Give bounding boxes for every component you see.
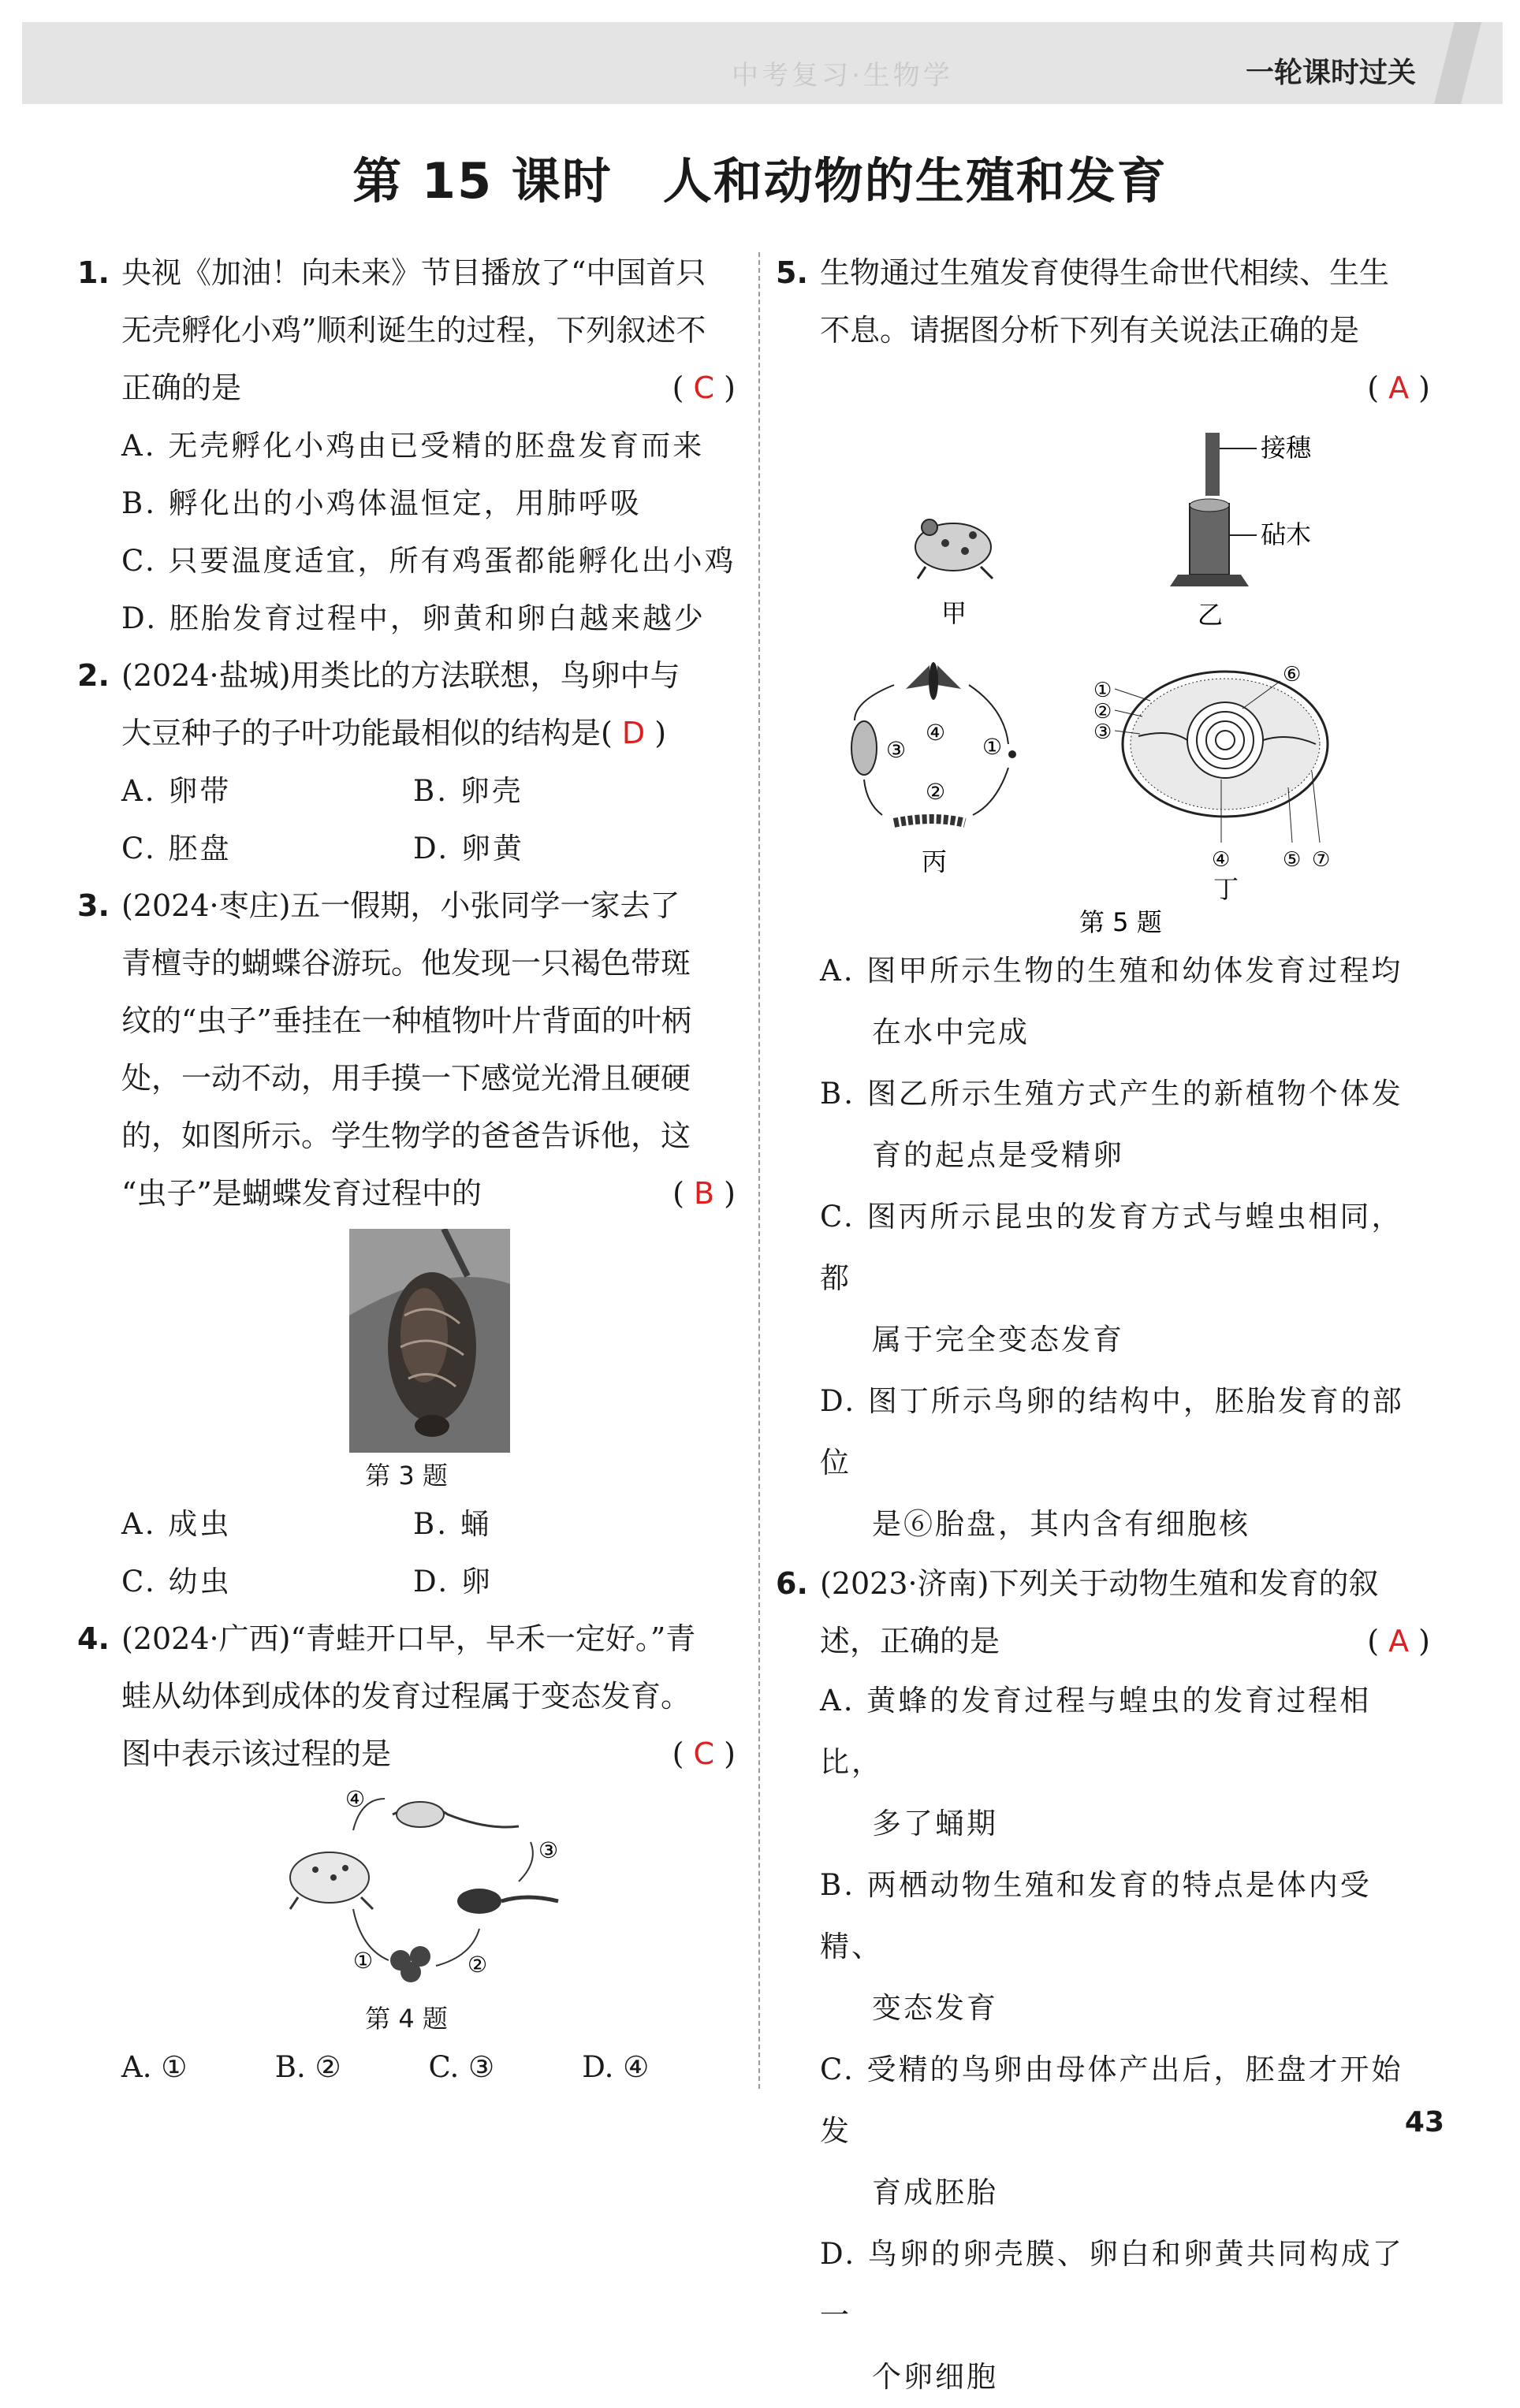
figure-label: ③ (538, 1837, 559, 1863)
option-b: B. 孵化出的小鸡体温恒定，用肺呼吸 (121, 486, 642, 520)
question-text: 纹的“虫子”垂挂在一种植物叶片背面的叶柄 (121, 1003, 691, 1038)
option-text: 个卵细胞 (872, 2360, 998, 2394)
option-text: C. 图丙所示昆虫的发育方式与蝗虫相同，都 (820, 1200, 1403, 1295)
option-text: 多了蛹期 (872, 1807, 998, 1840)
option-text: C. 受精的鸟卵由母体产出后，胚盘才开始发 (820, 2053, 1403, 2148)
header-faded-text: 中考复习·生物学 (732, 60, 953, 91)
column-divider (758, 252, 760, 2089)
figure-label: ② (468, 1952, 488, 1978)
figure-label: ③ (1093, 720, 1112, 744)
grafting-figure (1170, 433, 1312, 630)
figure-caption: 第 5 题 (1079, 907, 1162, 937)
option-text: A. 图甲所示生物的生殖和幼体发育过程均 (820, 954, 1403, 988)
figure-label: ③ (886, 737, 907, 763)
option-b: B. 蛹 (413, 1507, 492, 1541)
option-a: A. 卵带 (121, 774, 232, 808)
question-text: 青檀寺的蝴蝶谷游玩。他发现一只褐色带斑 (121, 946, 691, 981)
option-a (776, 940, 1430, 1063)
option-d: D. 胚胎发育过程中，卵黄和卵白越来越少 (121, 601, 706, 635)
question-text: (2024·枣庄)五一假期，小张同学一家去了 (121, 888, 680, 923)
question-text: (2024·盐城)用类比的方法联想，鸟卵中与 (121, 658, 680, 693)
option-d: D. ④ (582, 2050, 650, 2084)
question-4 (77, 1610, 736, 2096)
label-bing: 丙 (922, 847, 948, 876)
question-text: 处，一动不动，用手摸一下感觉光滑且硬硬 (121, 1061, 691, 1096)
answer-bracket: ( C ) (672, 370, 736, 405)
question-number: 1. (77, 255, 110, 290)
option-d (776, 2224, 1430, 2408)
question-6 (776, 1555, 1430, 2408)
answer: A (1388, 1624, 1410, 1658)
question-number: 3. (77, 888, 110, 923)
question-number: 5. (776, 255, 808, 290)
q5-figure (776, 417, 1430, 940)
option-text: 属于完全变态发育 (872, 1323, 1124, 1357)
figure-label: ② (926, 779, 946, 805)
option-a: A. 无壳孵化小鸡由已受精的胚盘发育而来 (121, 429, 705, 463)
figure-label: ① (1093, 679, 1112, 702)
question-2 (77, 647, 736, 877)
answer: B (694, 1176, 715, 1211)
option-text: 育成胚胎 (872, 2175, 998, 2209)
answer-bracket: ( B ) (672, 1176, 736, 1211)
question-text: 述，正确的是 (820, 1624, 1000, 1658)
option-d (776, 1371, 1430, 1555)
option-text: B. 图乙所示生殖方式产生的新植物个体发 (820, 1077, 1403, 1111)
figure-label: ④ (1212, 848, 1231, 872)
answer: C (693, 370, 715, 405)
label-jia: 甲 (941, 598, 967, 628)
option-a (776, 1670, 1430, 1855)
option-c: C. 胚盘 (121, 832, 232, 865)
answer-bracket: ( A ) (1367, 370, 1430, 405)
question-3 (77, 877, 736, 1610)
option-b (776, 1855, 1430, 2039)
question-text: (2024·广西)“青蛙开口早，早禾一定好。”青 (121, 1621, 696, 1656)
frog-cycle-figure (77, 1783, 736, 1999)
question-text: (2023·济南)下列关于动物生殖和发育的叙 (820, 1566, 1379, 1601)
option-text: A. 黄蜂的发育过程与蝗虫的发育过程相比， (820, 1684, 1372, 1779)
answer: A (1388, 370, 1410, 405)
question-number: 4. (77, 1621, 110, 1656)
question-text: 生物通过生殖发育使得生命世代相续、生生 (820, 255, 1390, 290)
option-a: A. ① (121, 2050, 188, 2084)
figure-label: ② (1093, 700, 1112, 724)
option-d: D. 卵 (413, 1565, 493, 1599)
figure-caption: 第 4 题 (365, 2004, 448, 2034)
page-title: 第 15 课时 人和动物的生殖和发育 (352, 152, 1168, 210)
question-text: 无壳孵化小鸡”顺利诞生的过程，下列叙述不 (121, 313, 706, 348)
option-c: C. ③ (428, 2050, 495, 2084)
option-c (776, 1186, 1430, 1371)
answer-bracket: ( C ) (672, 1736, 736, 1771)
option-text: D. 图丁所示鸟卵的结构中，胚胎发育的部位 (820, 1384, 1404, 1479)
question-text: 正确的是 (121, 370, 242, 405)
question-text: 图中表示该过程的是 (121, 1736, 392, 1771)
label-rootstock: 砧木 (1261, 519, 1312, 549)
question-text: 大豆种子的子叶功能最相似的结构是 (121, 716, 602, 750)
answer: C (693, 1736, 715, 1771)
figure-label: ④ (345, 1786, 366, 1812)
label-yi: 乙 (1198, 600, 1224, 630)
answer-bracket: ( A ) (1367, 1624, 1430, 1658)
pupa-photo (77, 1229, 736, 1456)
option-text: 是⑥胎盘，其内含有细胞核 (872, 1507, 1250, 1541)
page-header (22, 22, 1503, 104)
option-text: 变态发育 (872, 1991, 998, 2025)
figure-label: ⑤ (1283, 848, 1302, 872)
header-tab (1434, 22, 1481, 104)
question-1 (77, 244, 736, 647)
figure-caption: 第 3 题 (365, 1461, 448, 1491)
label-ding: 丁 (1213, 874, 1239, 904)
figure-label: ① (982, 734, 1003, 760)
option-text: B. 两栖动物生殖和发育的特点是体内受精、 (820, 1868, 1372, 1963)
question-text: 央视《加油！向未来》节目播放了“中国首只 (121, 255, 706, 290)
answer: D (621, 716, 646, 750)
right-column (776, 244, 1430, 2408)
figure-label: ⑦ (1312, 848, 1331, 872)
label-scion: 接穗 (1261, 433, 1312, 463)
option-c (776, 2039, 1430, 2224)
question-text: 的，如图所示。学生物学的爸爸告诉他，这 (121, 1118, 691, 1153)
figure-label: ⑥ (1283, 663, 1302, 687)
question-number: 2. (77, 658, 110, 693)
figure-label: ① (353, 1948, 374, 1974)
page-number: 43 (1404, 2106, 1444, 2138)
option-text: D. 鸟卵的卵壳膜、卵白和卵黄共同构成了一 (820, 2237, 1404, 2332)
question-text: “虫子”是蝴蝶发育过程中的 (121, 1176, 482, 1211)
option-c: C. 只要温度适宜，所有鸡蛋都能孵化出小鸡 (121, 544, 736, 578)
option-a: A. 成虫 (121, 1507, 232, 1541)
left-column (77, 244, 736, 2096)
bird-egg-figure (1093, 663, 1330, 904)
question-text: 不息。请据图分析下列有关说法正确的是 (820, 313, 1360, 348)
figure-label: ④ (926, 720, 946, 746)
answer-bracket: ( D ) (601, 716, 667, 750)
option-b (776, 1063, 1430, 1186)
question-text: 蛙从幼体到成体的发育过程属于变态发育。 (121, 1679, 691, 1714)
option-text: 育的起点是受精卵 (872, 1138, 1124, 1172)
frog-figure (915, 519, 993, 628)
option-c: C. 幼虫 (121, 1565, 232, 1599)
option-b: B. 卵壳 (413, 774, 523, 808)
header-label: 一轮课时过关 (1245, 57, 1416, 89)
butterfly-cycle-figure (851, 662, 1016, 876)
option-b: B. ② (274, 2050, 341, 2084)
question-number: 6. (776, 1566, 808, 1601)
question-5 (776, 244, 1430, 1555)
option-d: D. 卵黄 (413, 832, 524, 865)
option-text: 在水中完成 (872, 1015, 1030, 1049)
